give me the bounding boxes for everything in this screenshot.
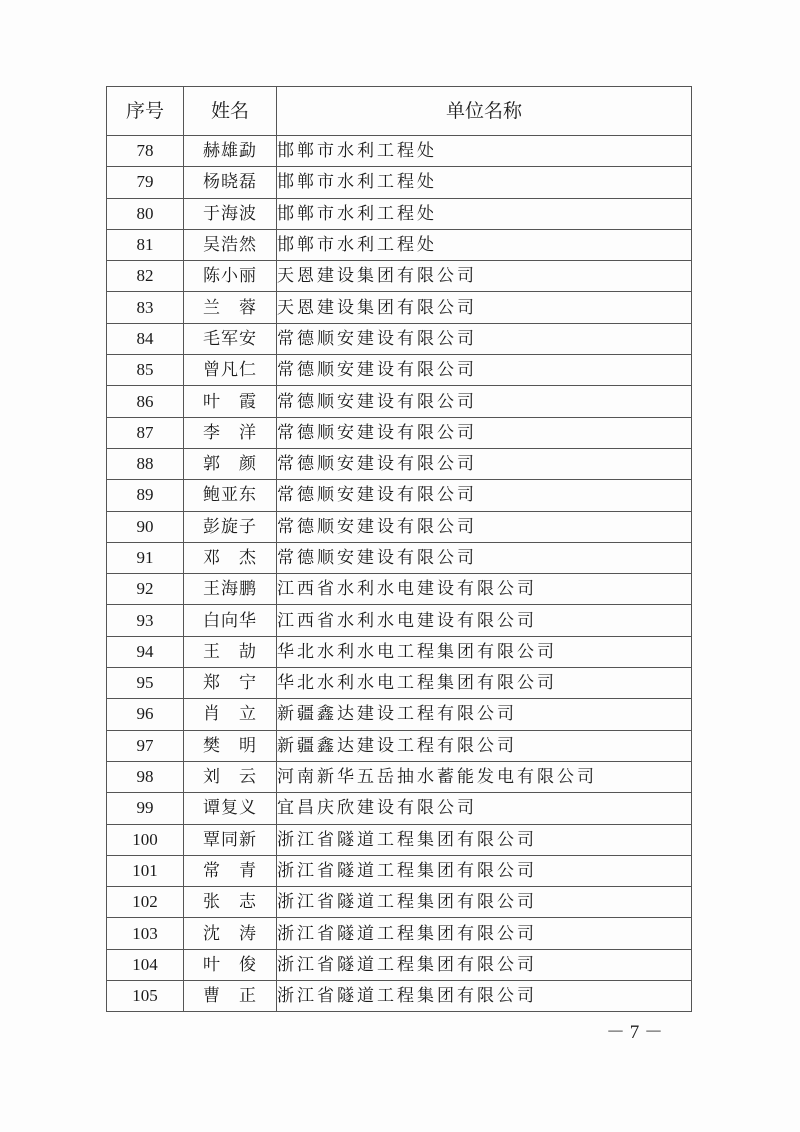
seq-cell: 88 — [107, 448, 184, 479]
unit-cell: 天恩建设集团有限公司 — [277, 292, 692, 323]
table-row — [107, 261, 692, 292]
name-cell: 覃同新 — [184, 824, 277, 855]
seq-cell: 86 — [107, 386, 184, 417]
name-cell: 王海鹏 — [184, 574, 277, 605]
name-cell: 郭 颜 — [184, 448, 277, 479]
name-cell: 邓 杰 — [184, 542, 277, 573]
seq-cell: 103 — [107, 918, 184, 949]
table-row — [107, 229, 692, 260]
table-header-row — [107, 87, 692, 136]
unit-cell: 常德顺安建设有限公司 — [277, 323, 692, 354]
name-cell: 毛军安 — [184, 323, 277, 354]
seq-cell: 80 — [107, 198, 184, 229]
seq-cell: 81 — [107, 229, 184, 260]
name-cell: 吴浩然 — [184, 229, 277, 260]
unit-cell: 常德顺安建设有限公司 — [277, 386, 692, 417]
unit-cell: 浙江省隧道工程集团有限公司 — [277, 981, 692, 1012]
seq-cell: 101 — [107, 855, 184, 886]
table-row — [107, 761, 692, 792]
seq-cell: 104 — [107, 949, 184, 980]
page-number: － 7 － — [606, 1022, 664, 1043]
table-row — [107, 918, 692, 949]
unit-cell: 常德顺安建设有限公司 — [277, 448, 692, 479]
name-cell: 叶 霞 — [184, 386, 277, 417]
name-cell: 谭复义 — [184, 793, 277, 824]
header-seq: 序号 — [107, 87, 184, 136]
table-row — [107, 605, 692, 636]
unit-cell: 河南新华五岳抽水蓄能发电有限公司 — [277, 761, 692, 792]
name-cell: 张 志 — [184, 887, 277, 918]
table-row — [107, 824, 692, 855]
table-row — [107, 480, 692, 511]
seq-cell: 93 — [107, 605, 184, 636]
table-row — [107, 855, 692, 886]
table-row — [107, 887, 692, 918]
seq-cell: 95 — [107, 668, 184, 699]
seq-cell: 87 — [107, 417, 184, 448]
unit-cell: 浙江省隧道工程集团有限公司 — [277, 855, 692, 886]
unit-cell: 常德顺安建设有限公司 — [277, 417, 692, 448]
seq-cell: 96 — [107, 699, 184, 730]
name-cell: 杨晓磊 — [184, 167, 277, 198]
name-cell: 郑 宁 — [184, 668, 277, 699]
name-cell: 赫雄勐 — [184, 136, 277, 167]
table-row — [107, 386, 692, 417]
table-row — [107, 699, 692, 730]
name-cell: 鲍亚东 — [184, 480, 277, 511]
unit-cell: 常德顺安建设有限公司 — [277, 511, 692, 542]
seq-cell: 89 — [107, 480, 184, 511]
table-row — [107, 198, 692, 229]
unit-cell: 江西省水利水电建设有限公司 — [277, 605, 692, 636]
name-cell: 肖 立 — [184, 699, 277, 730]
name-cell: 沈 涛 — [184, 918, 277, 949]
table-body — [107, 136, 692, 1012]
table-row — [107, 574, 692, 605]
name-cell: 曹 正 — [184, 981, 277, 1012]
unit-cell: 浙江省隧道工程集团有限公司 — [277, 918, 692, 949]
name-cell: 王 劼 — [184, 636, 277, 667]
table-row — [107, 417, 692, 448]
table-row — [107, 167, 692, 198]
seq-cell: 83 — [107, 292, 184, 323]
header-unit: 单位名称 — [277, 87, 692, 136]
table-row — [107, 636, 692, 667]
name-cell: 兰 蓉 — [184, 292, 277, 323]
seq-cell: 105 — [107, 981, 184, 1012]
seq-cell: 79 — [107, 167, 184, 198]
table-row — [107, 355, 692, 386]
seq-cell: 90 — [107, 511, 184, 542]
table-row — [107, 323, 692, 354]
seq-cell: 97 — [107, 730, 184, 761]
unit-cell: 浙江省隧道工程集团有限公司 — [277, 887, 692, 918]
unit-cell: 邯郸市水利工程处 — [277, 198, 692, 229]
unit-cell: 浙江省隧道工程集团有限公司 — [277, 824, 692, 855]
roster-table — [106, 86, 692, 1012]
table-row — [107, 292, 692, 323]
unit-cell: 邯郸市水利工程处 — [277, 167, 692, 198]
unit-cell: 邯郸市水利工程处 — [277, 229, 692, 260]
unit-cell: 新疆鑫达建设工程有限公司 — [277, 699, 692, 730]
seq-cell: 91 — [107, 542, 184, 573]
seq-cell: 85 — [107, 355, 184, 386]
name-cell: 李 洋 — [184, 417, 277, 448]
seq-cell: 99 — [107, 793, 184, 824]
name-cell: 樊 明 — [184, 730, 277, 761]
unit-cell: 常德顺安建设有限公司 — [277, 542, 692, 573]
name-cell: 叶 俊 — [184, 949, 277, 980]
unit-cell: 常德顺安建设有限公司 — [277, 355, 692, 386]
seq-cell: 100 — [107, 824, 184, 855]
name-cell: 于海波 — [184, 198, 277, 229]
unit-cell: 邯郸市水利工程处 — [277, 136, 692, 167]
unit-cell: 华北水利水电工程集团有限公司 — [277, 668, 692, 699]
name-cell: 彭旋子 — [184, 511, 277, 542]
unit-cell: 江西省水利水电建设有限公司 — [277, 574, 692, 605]
unit-cell: 新疆鑫达建设工程有限公司 — [277, 730, 692, 761]
table-row — [107, 793, 692, 824]
table-row — [107, 448, 692, 479]
seq-cell: 78 — [107, 136, 184, 167]
seq-cell: 94 — [107, 636, 184, 667]
unit-cell: 宜昌庆欣建设有限公司 — [277, 793, 692, 824]
seq-cell: 102 — [107, 887, 184, 918]
name-cell: 曾凡仁 — [184, 355, 277, 386]
table-row — [107, 668, 692, 699]
unit-cell: 常德顺安建设有限公司 — [277, 480, 692, 511]
seq-cell: 84 — [107, 323, 184, 354]
seq-cell: 98 — [107, 761, 184, 792]
table-row — [107, 511, 692, 542]
table-row — [107, 981, 692, 1012]
table-row — [107, 542, 692, 573]
unit-cell: 华北水利水电工程集团有限公司 — [277, 636, 692, 667]
unit-cell: 浙江省隧道工程集团有限公司 — [277, 949, 692, 980]
name-cell: 白向华 — [184, 605, 277, 636]
header-name: 姓名 — [184, 87, 277, 136]
name-cell: 陈小丽 — [184, 261, 277, 292]
name-cell: 刘 云 — [184, 761, 277, 792]
table-row — [107, 730, 692, 761]
seq-cell: 82 — [107, 261, 184, 292]
seq-cell: 92 — [107, 574, 184, 605]
unit-cell: 天恩建设集团有限公司 — [277, 261, 692, 292]
table-row — [107, 136, 692, 167]
name-cell: 常 青 — [184, 855, 277, 886]
table-row — [107, 949, 692, 980]
